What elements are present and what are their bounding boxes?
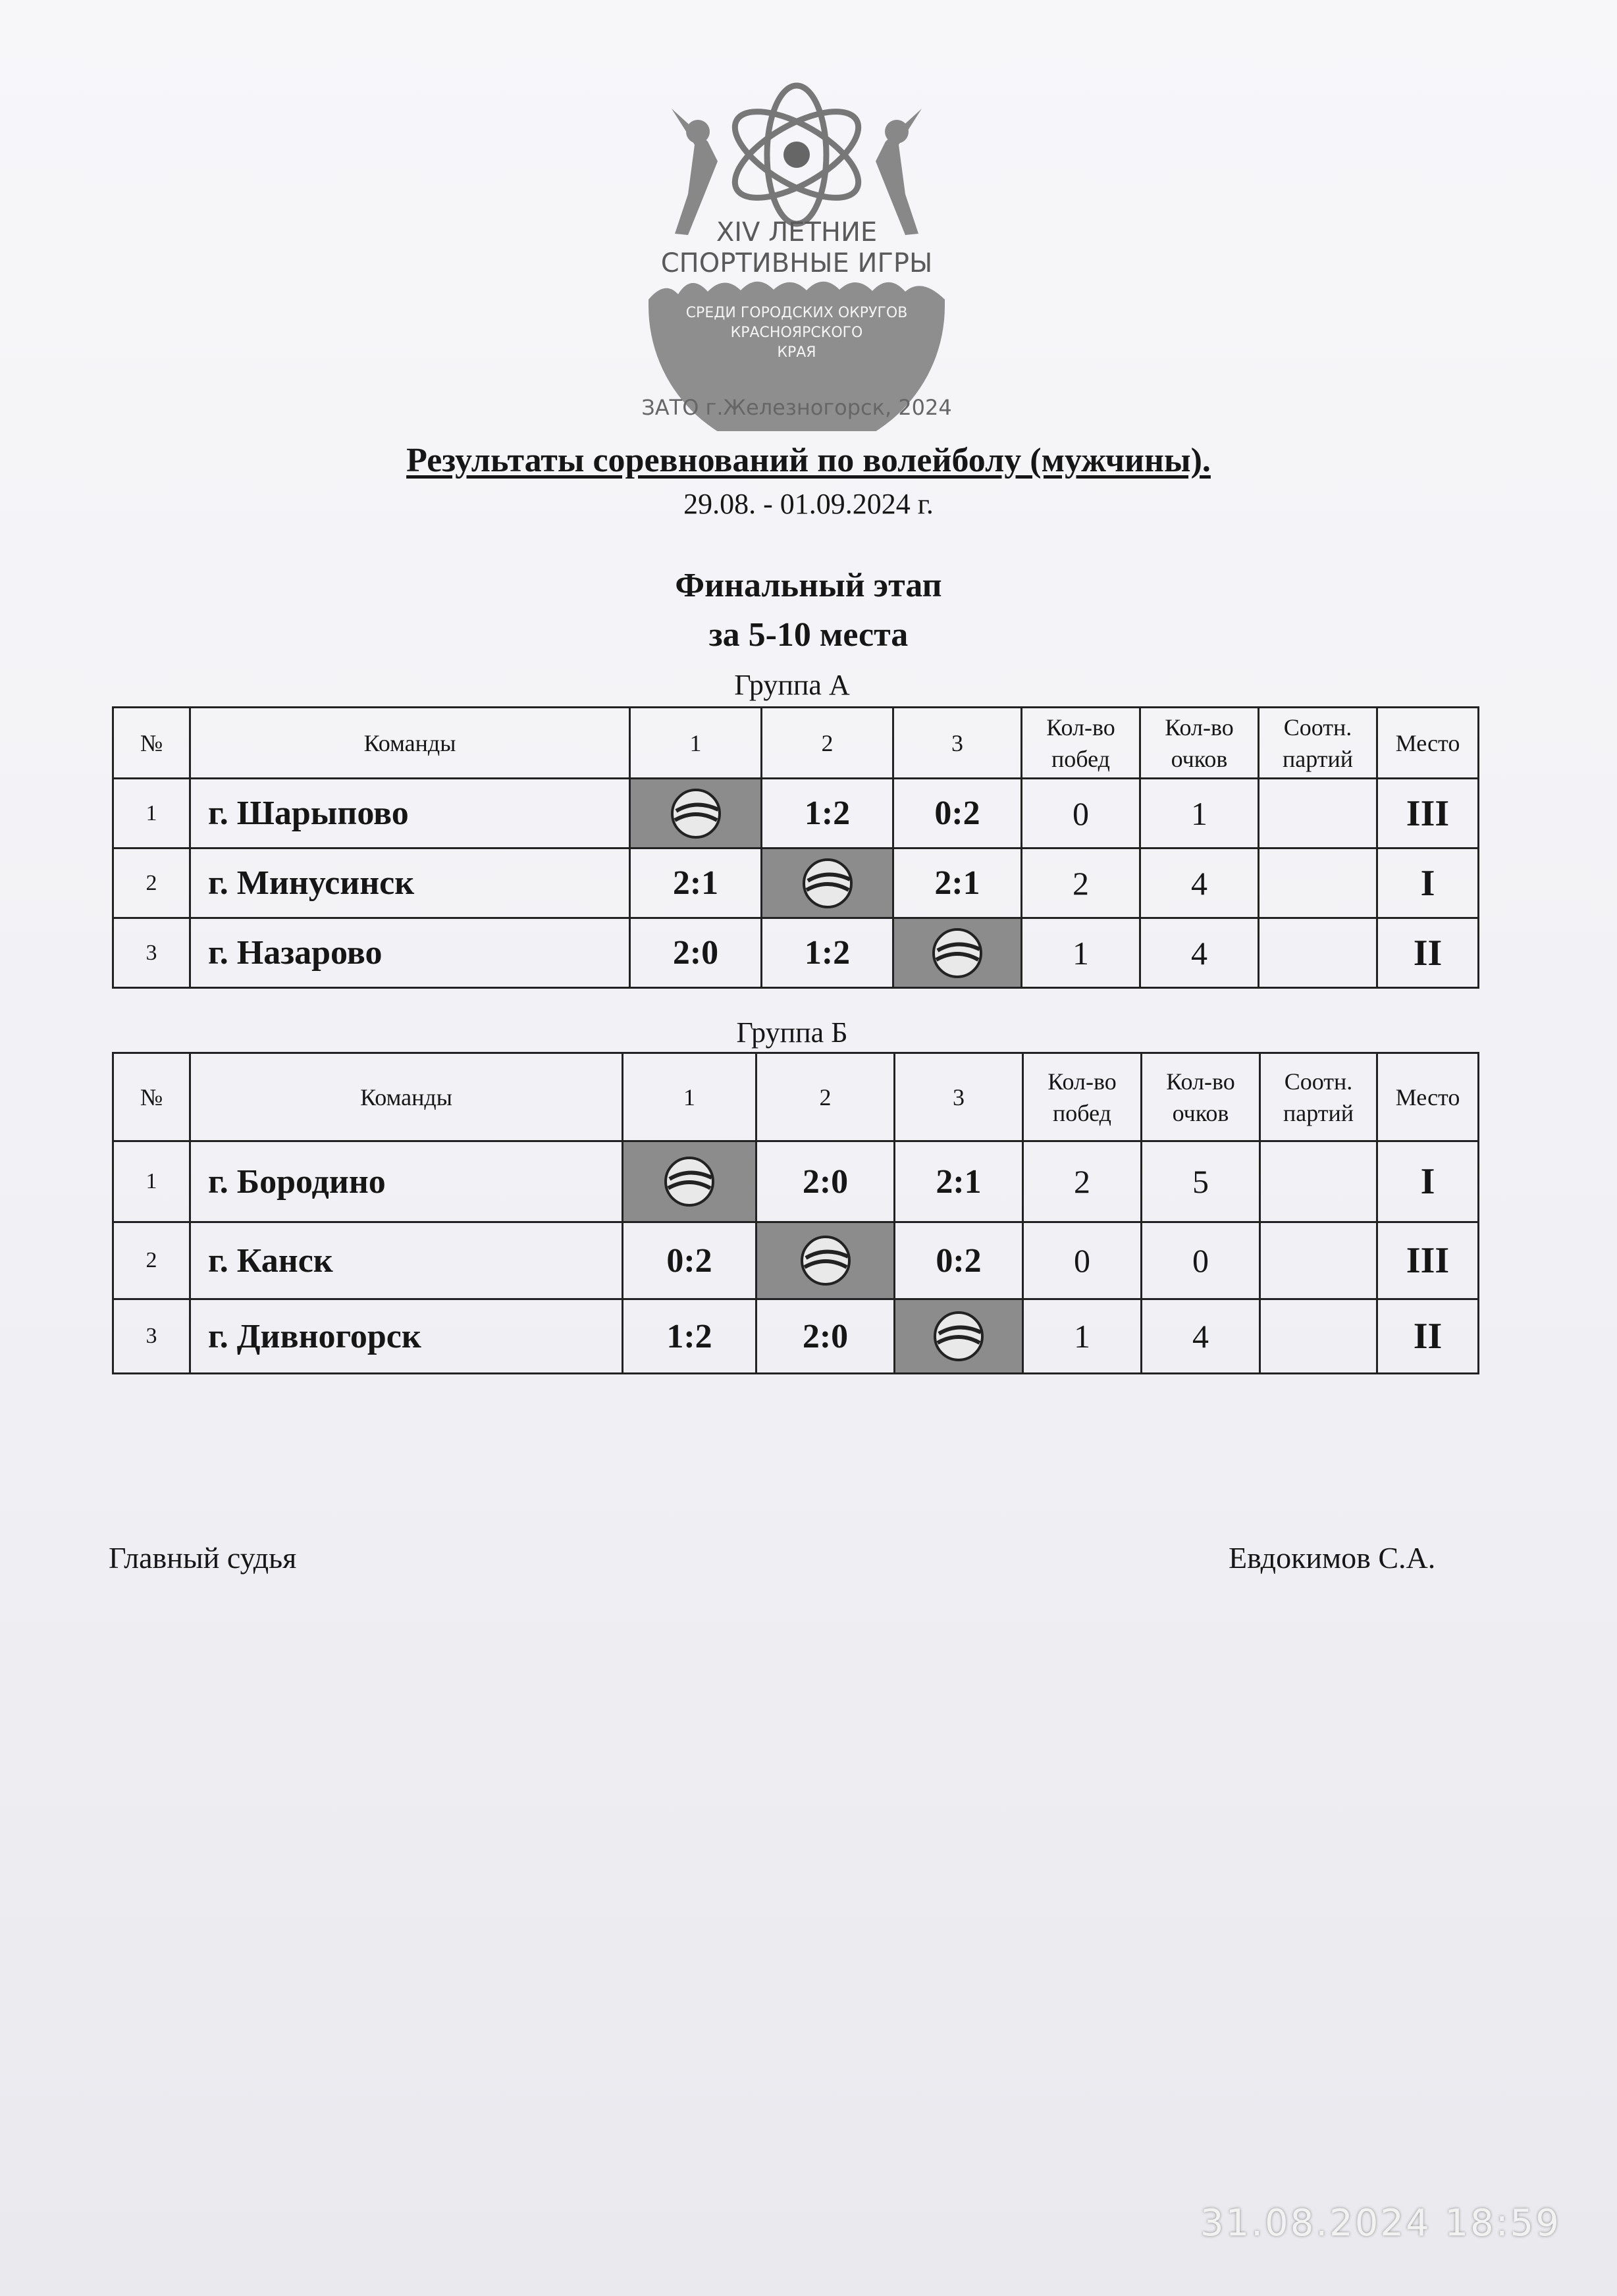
place-cell: III (1377, 1222, 1479, 1299)
table-row (113, 1222, 1479, 1299)
row-num: 1 (113, 1141, 190, 1222)
header-col-2: 2 (756, 1053, 895, 1141)
row-num: 1 (113, 779, 190, 848)
logo-line-4: КРАСНОЯРСКОГО (730, 325, 863, 341)
score-cell: 2:0 (756, 1299, 895, 1374)
header-col-3: 3 (895, 1053, 1023, 1141)
row-num: 3 (113, 918, 190, 988)
volleyball-icon (623, 1141, 756, 1222)
table-row (113, 1141, 1479, 1222)
score-cell: 0:2 (895, 1222, 1023, 1299)
header-col-2: 2 (762, 708, 893, 779)
header-wins: Кол-во побед (1023, 1053, 1142, 1141)
team-name: г. Канск (190, 1222, 623, 1299)
table-row (113, 848, 1479, 918)
points-cell: 4 (1142, 1299, 1260, 1374)
row-num: 3 (113, 1299, 190, 1374)
points-cell: 0 (1142, 1222, 1260, 1299)
competition-dates: 29.08. - 01.09.2024 г. (683, 488, 934, 520)
ratio-cell (1260, 1222, 1377, 1299)
points-cell: 4 (1140, 848, 1259, 918)
score-cell: 1:2 (762, 779, 893, 848)
logo-line-2: СПОРТИВНЫЕ ИГРЫ (660, 248, 933, 278)
header-wins: Кол-во побед (1022, 708, 1140, 779)
stage-subtitle: за 5-10 места (708, 616, 909, 654)
score-cell: 1:2 (762, 918, 893, 988)
header-teams: Команды (190, 1053, 623, 1141)
volleyball-icon (762, 848, 893, 918)
volleyball-icon (893, 918, 1022, 988)
score-cell: 2:0 (630, 918, 762, 988)
header-ratio: Соотн. партий (1259, 708, 1377, 779)
header-place: Место (1377, 1053, 1479, 1141)
header-teams: Команды (190, 708, 630, 779)
header-points: Кол-во очков (1140, 708, 1259, 779)
team-name: г. Бородино (190, 1141, 623, 1222)
score-cell: 2:0 (756, 1141, 895, 1222)
table-row (113, 779, 1479, 848)
ratio-cell (1260, 1141, 1377, 1222)
row-num: 2 (113, 848, 190, 918)
logo-line-3: СРЕДИ ГОРОДСКИХ ОКРУГОВ (685, 305, 908, 321)
points-cell: 4 (1140, 918, 1259, 988)
header-num: № (113, 1053, 190, 1141)
logo-line-1: XIV ЛЕТНИЕ (716, 217, 878, 248)
ratio-cell (1259, 918, 1377, 988)
chief-judge-label: Главный судья (109, 1541, 297, 1575)
wins-cell: 0 (1023, 1222, 1142, 1299)
group-b-title: Группа Б (736, 1016, 848, 1049)
team-name: г. Дивногорск (190, 1299, 623, 1374)
volleyball-icon (630, 779, 762, 848)
score-cell: 0:2 (893, 779, 1022, 848)
group-b-table (112, 1052, 1479, 1374)
team-name: г. Назарово (190, 918, 630, 988)
place-cell: I (1377, 1141, 1479, 1222)
row-num: 2 (113, 1222, 190, 1299)
points-cell: 1 (1140, 779, 1259, 848)
header-num: № (113, 708, 190, 779)
score-cell: 1:2 (623, 1299, 756, 1374)
header-ratio: Соотн. партий (1260, 1053, 1377, 1141)
wins-cell: 0 (1022, 779, 1140, 848)
group-a-title: Группа А (734, 669, 850, 701)
ratio-cell (1259, 779, 1377, 848)
wins-cell: 1 (1022, 918, 1140, 988)
score-cell: 2:1 (893, 848, 1022, 918)
team-name: г. Шарыпово (190, 779, 630, 848)
header-col-1: 1 (630, 708, 762, 779)
table-row (113, 1299, 1479, 1374)
points-cell: 5 (1142, 1141, 1260, 1222)
wins-cell: 1 (1023, 1299, 1142, 1374)
header-place: Место (1377, 708, 1479, 779)
games-logo (625, 82, 968, 431)
ratio-cell (1260, 1299, 1377, 1374)
wins-cell: 2 (1022, 848, 1140, 918)
team-name: г. Минусинск (190, 848, 630, 918)
table-row (113, 918, 1479, 988)
header-col-3: 3 (893, 708, 1022, 779)
logo-place: ЗАТО г.Железногорск, 2024 (641, 395, 952, 420)
wins-cell: 2 (1023, 1141, 1142, 1222)
table-header-row (113, 1053, 1479, 1141)
place-cell: I (1377, 848, 1479, 918)
logo-line-5: КРАЯ (777, 344, 816, 361)
photo-timestamp: 31.08.2024 18:59 (1200, 2202, 1561, 2245)
volleyball-icon (895, 1299, 1023, 1374)
table-header-row (113, 708, 1479, 779)
score-cell: 2:1 (630, 848, 762, 918)
stage-title: Финальный этап (675, 567, 942, 604)
score-cell: 0:2 (623, 1222, 756, 1299)
document-title: Результаты соревнований по волейболу (мужчины). (406, 442, 1211, 479)
header-points: Кол-во очков (1142, 1053, 1260, 1141)
ratio-cell (1259, 848, 1377, 918)
header-col-1: 1 (623, 1053, 756, 1141)
score-cell: 2:1 (895, 1141, 1023, 1222)
place-cell: II (1377, 918, 1479, 988)
place-cell: II (1377, 1299, 1479, 1374)
chief-judge-name: Евдокимов С.А. (1229, 1541, 1436, 1575)
place-cell: III (1377, 779, 1479, 848)
volleyball-icon (756, 1222, 895, 1299)
group-a-table (112, 706, 1479, 989)
